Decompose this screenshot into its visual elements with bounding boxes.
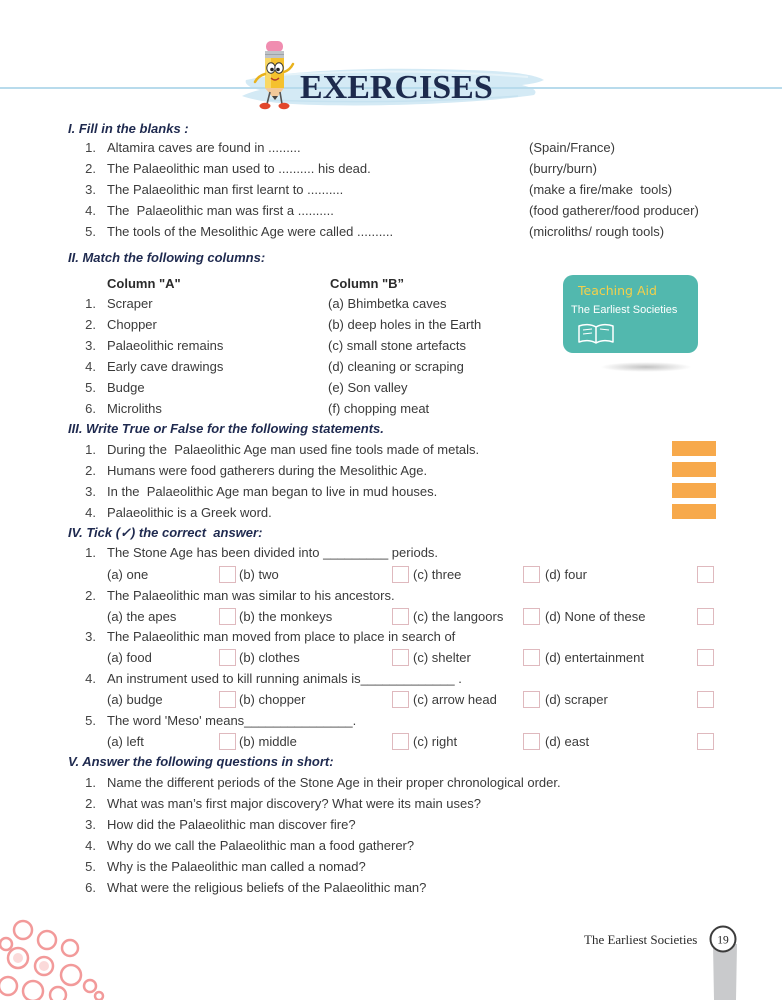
true-false-item-1: [0, 439, 782, 460]
tick-question-3: [0, 626, 782, 647]
true-false-item-3: [0, 481, 782, 502]
teaching-aid-card: [563, 275, 698, 353]
option-b: (b) the monkeys: [239, 609, 333, 624]
item-number: 2.: [85, 317, 96, 332]
item-text: Humans were food gatherers during the Mesolithic Age.: [107, 463, 428, 478]
option-a: (a) food: [107, 650, 152, 665]
column-a-cell: Budge: [107, 380, 145, 395]
option-a: (a) budge: [107, 692, 163, 707]
true-false-item-2: [0, 460, 782, 481]
item-number: 5.: [85, 224, 96, 239]
tick-box-b: [392, 691, 409, 708]
question-text: The Stone Age has been divided into _________ periods.: [107, 545, 439, 560]
item-answer-choices: (burry/burn): [529, 161, 597, 176]
question-text: What were the religious beliefs of the Palaeolithic man?: [107, 880, 427, 895]
answer-box: [672, 483, 716, 498]
column-b-cell: (b) deep holes in the Earth: [328, 317, 482, 332]
item-text: The tools of the Mesolithic Age were called ..........: [107, 224, 394, 239]
item-number: 2.: [85, 161, 96, 176]
section-3-heading: III. Write True or False for the following statements.: [68, 421, 384, 436]
item-text: Palaeolithic is a Greek word.: [107, 505, 272, 520]
item-number: 3.: [85, 629, 96, 644]
column-b-cell: (d) cleaning or scraping: [328, 359, 464, 374]
tick-box-b: [392, 566, 409, 583]
tick-question-2: [0, 585, 782, 606]
tick-box-d: [697, 733, 714, 750]
item-number: 2.: [85, 796, 96, 811]
fill-blank-item-5: [0, 221, 782, 242]
item-number: 3.: [85, 338, 96, 353]
question-text: Why do we call the Palaeolithic man a food gatherer?: [107, 838, 415, 853]
option-c: (c) the langoors: [413, 609, 504, 624]
tick-question-4: [0, 668, 782, 689]
item-number: 4.: [85, 671, 96, 686]
option-d: (d) scraper: [545, 692, 608, 707]
tick-options-3: [0, 647, 782, 668]
answer-box: [672, 504, 716, 519]
item-number: 5.: [85, 859, 96, 874]
item-number: 3.: [85, 817, 96, 832]
item-number: 1.: [85, 296, 96, 311]
tick-box-a: [219, 566, 236, 583]
option-c: (c) right: [413, 734, 458, 749]
column-b-cell: (f) chopping meat: [328, 401, 430, 416]
question-text: An instrument used to kill running animals is_____________ .: [107, 671, 462, 686]
item-number: 1.: [85, 140, 96, 155]
item-number: 4.: [85, 203, 96, 218]
column-a-header: Column "A": [107, 276, 181, 291]
tick-box-c: [523, 649, 540, 666]
question-text: The word 'Meso' means_______________.: [107, 713, 357, 728]
option-d: (d) four: [545, 567, 587, 582]
item-number: 4.: [85, 359, 96, 374]
column-b-cell: (c) small stone artefacts: [328, 338, 466, 353]
tick-question-5: [0, 710, 782, 731]
item-answer-choices: (microliths/ rough tools): [529, 224, 665, 239]
option-d: (d) None of these: [545, 609, 646, 624]
option-a: (a) one: [107, 567, 149, 582]
tick-box-b: [392, 608, 409, 625]
item-number: 5.: [85, 380, 96, 395]
option-a: (a) the apes: [107, 609, 177, 624]
item-answer-choices: (food gatherer/food producer): [529, 203, 699, 218]
pink-rings-decoration: [0, 910, 110, 1000]
item-number: 3.: [85, 182, 96, 197]
tick-box-a: [219, 733, 236, 750]
item-number: 1.: [85, 442, 96, 457]
open-book-icon: [577, 322, 615, 346]
page-title: EXERCISES: [300, 69, 493, 106]
tick-box-c: [523, 566, 540, 583]
page-number: 19: [717, 934, 729, 947]
fill-blank-item-4: [0, 200, 782, 221]
question-text: The Palaeolithic man moved from place to place in search of: [107, 629, 456, 644]
answer-box: [672, 441, 716, 456]
section-4-heading: IV. Tick (✓) the correct answer:: [68, 525, 263, 540]
option-b: (b) chopper: [239, 692, 306, 707]
footer-book-title: The Earliest Societies: [584, 932, 698, 947]
item-text: Altamira caves are found in .........: [107, 140, 301, 155]
short-answer-item-3: [0, 814, 782, 835]
tick-options-5: [0, 731, 782, 752]
tick-box-c: [523, 608, 540, 625]
item-number: 6.: [85, 401, 96, 416]
column-a-cell: Early cave drawings: [107, 359, 224, 374]
item-number: 5.: [85, 713, 96, 728]
option-c: (c) shelter: [413, 650, 471, 665]
option-b: (b) middle: [239, 734, 297, 749]
item-number: 1.: [85, 545, 96, 560]
question-text: Name the different periods of the Stone Age in their proper chronological order.: [107, 775, 561, 790]
tick-box-d: [697, 608, 714, 625]
tick-box-a: [219, 608, 236, 625]
option-b: (b) clothes: [239, 650, 300, 665]
teaching-aid-label: Teaching Aid: [578, 283, 657, 298]
item-answer-choices: (Spain/France): [529, 140, 615, 155]
item-text: The Palaeolithic man used to .......... his dead.: [107, 161, 371, 176]
tick-options-2: [0, 606, 782, 627]
item-number: 2.: [85, 588, 96, 603]
item-number: 1.: [85, 775, 96, 790]
short-answer-item-6: [0, 877, 782, 898]
section-2-heading: II. Match the following columns:: [68, 250, 266, 265]
column-a-cell: Palaeolithic remains: [107, 338, 224, 353]
option-d: (d) entertainment: [545, 650, 644, 665]
match-row-5: [0, 377, 782, 398]
teaching-aid-topic: The Earliest Societies: [571, 304, 678, 316]
item-number: 4.: [85, 838, 96, 853]
item-text: The Palaeolithic man was first a ..........: [107, 203, 334, 218]
column-a-cell: Chopper: [107, 317, 157, 332]
short-answer-item-4: [0, 835, 782, 856]
question-text: Why is the Palaeolithic man called a nomad?: [107, 859, 366, 874]
item-number: 3.: [85, 484, 96, 499]
tick-box-d: [697, 649, 714, 666]
tick-box-a: [219, 649, 236, 666]
answer-box: [672, 462, 716, 477]
fill-blank-item-2: [0, 158, 782, 179]
tick-question-1: [0, 542, 782, 563]
item-answer-choices: (make a fire/make tools): [529, 182, 673, 197]
option-c: (c) three: [413, 567, 462, 582]
fill-blank-item-3: [0, 179, 782, 200]
tick-box-b: [392, 649, 409, 666]
column-b-cell: (a) Bhimbetka caves: [328, 296, 447, 311]
column-a-cell: Microliths: [107, 401, 162, 416]
question-text: How did the Palaeolithic man discover fire?: [107, 817, 356, 832]
tick-box-d: [697, 691, 714, 708]
option-b: (b) two: [239, 567, 279, 582]
tick-options-4: [0, 689, 782, 710]
tick-box-a: [219, 691, 236, 708]
option-a: (a) left: [107, 734, 144, 749]
item-text: The Palaeolithic man first learnt to ..........: [107, 182, 344, 197]
match-row-6: [0, 398, 782, 419]
section-1-heading: I. Fill in the blanks :: [68, 121, 189, 136]
fill-blank-item-1: [0, 137, 782, 158]
short-answer-item-2: [0, 793, 782, 814]
column-b-cell: (e) Son valley: [328, 380, 408, 395]
short-answer-item-5: [0, 856, 782, 877]
item-number: 2.: [85, 463, 96, 478]
tick-options-1: [0, 564, 782, 585]
column-a-cell: Scraper: [107, 296, 153, 311]
tick-box-b: [392, 733, 409, 750]
section-5-heading: V. Answer the following questions in short:: [68, 754, 334, 769]
item-number: 6.: [85, 880, 96, 895]
pencil-mascot-icon: [252, 40, 296, 112]
item-text: During the Palaeolithic Age man used fine tools made of metals.: [107, 442, 480, 457]
teaching-aid-shadow: [600, 362, 692, 372]
short-answer-item-1: [0, 772, 782, 793]
tick-box-c: [523, 733, 540, 750]
page-number-badge: [704, 924, 744, 1000]
question-text: The Palaeolithic man was similar to his ancestors.: [107, 588, 395, 603]
option-c: (c) arrow head: [413, 692, 497, 707]
item-number: 4.: [85, 505, 96, 520]
column-b-header: Column "B”: [330, 276, 405, 291]
question-text: What was man’s first major discovery? What were its main uses?: [107, 796, 481, 811]
option-d: (d) east: [545, 734, 590, 749]
true-false-item-4: [0, 502, 782, 523]
tick-box-d: [697, 566, 714, 583]
tick-box-c: [523, 691, 540, 708]
item-text: In the Palaeolithic Age man began to live in mud houses.: [107, 484, 438, 499]
